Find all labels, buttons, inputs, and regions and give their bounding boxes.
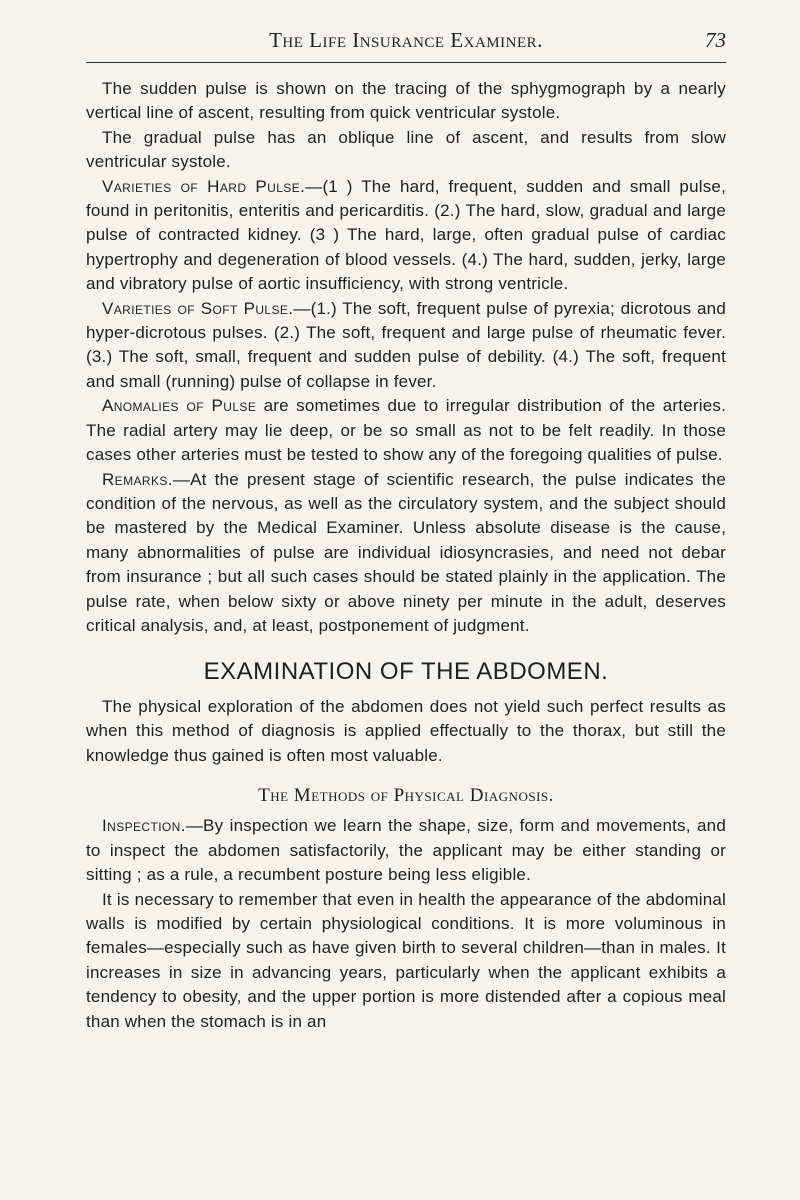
paragraph-inspection — [86, 814, 726, 887]
header-rule — [86, 62, 726, 63]
soft-pulse-heading: Varieties of Soft Pulse. — [102, 298, 294, 318]
soft-pulse-text: —(1.) The soft, frequent pulse of pyrexia; dicrotous and hyper-dicrotous pulses. (2.) The soft, frequent and large pulse of rheumatic fever. (3.) The soft, small, frequent and sudden pulse of debility. (4.) The soft, frequent and small (running) pulse of collapse in fever. — [86, 298, 726, 391]
page-header — [86, 20, 726, 60]
anomalies-heading: Anomalies of Pulse — [102, 396, 257, 416]
running-title: The Life Insurance Examiner. — [269, 28, 543, 52]
inspection-text: —By inspection we learn the shape, size, form and movements, and to inspect the abdomen satisfactorily, the applicant may be either standing or sitting ; as a rule, a recumbent posture being less eligible. — [86, 816, 726, 885]
paragraph-gradual-pulse: The gradual pulse has an oblique line of ascent, and results from slow ventricular systole. — [86, 127, 726, 172]
paragraph-remarks — [86, 468, 726, 639]
paragraph-soft-pulse — [86, 297, 726, 395]
hard-pulse-heading: Varieties of Hard Pulse. — [102, 176, 306, 196]
paragraph-abdomen-intro: The physical exploration of the abdomen does not yield such perfect results as when this method of diagnosis is applied effectually to the thorax, but still the knowledge thus gained is often most valuable. — [86, 696, 726, 765]
inspection-heading: Inspection. — [102, 816, 186, 836]
remarks-heading: Remarks. — [102, 469, 173, 489]
paragraph-physiological-conditions: It is necessary to remember that even in health the appearance of the abdominal walls is modified by certain physiological conditions. It is more voluminous in females—especially such as have given birth to several children—than in males. It increases in size in advancing years, particularly when the applicant exhibits a tendency to obesity, and the upper portion is more distended after a copious meal than when the stomach is in an — [86, 889, 726, 1031]
paragraph-hard-pulse — [86, 175, 726, 297]
paragraph-anomalies — [86, 394, 726, 467]
subsection-title: The Methods of Physical Diagnosis. — [258, 784, 554, 806]
page-content — [86, 77, 726, 1034]
paragraph-sudden-pulse: The sudden pulse is shown on the tracing of the sphygmograph by a nearly vertical line of ascent, resulting from quick ventricular systole. — [86, 79, 726, 123]
section-title: EXAMINATION OF THE ABDOMEN. — [203, 658, 609, 686]
remarks-text: —At the present stage of scientific research, the pulse indicates the condition of the nervous, as well as the circulatory system, and the subject should be mastered by the Medical Examiner. Unless absolute disease is the cause, many abnormalities of pulse are individual idiosyncrasies, and need not debar from insurance ; but all such cases should be stated plainly in the application. The pulse rate, when below sixty or above ninety per minute in the adult, deserves critical analysis, and, at least, postponement of judgment. — [86, 469, 726, 635]
hard-pulse-text: —(1 ) The hard, frequent, sudden and small pulse, found in peritonitis, enteritis and pericarditis. (2.) The hard, slow, gradual and large pulse of contracted kidney. (3 ) The hard, large, often gradual pulse of cardiac hypertrophy and degeneration of blood vessels. (4.) The hard, sudden, jerky, large and vibratory pulse of aortic insufficiency, with strong ventricle. — [86, 176, 726, 294]
anomalies-text: are sometimes due to irregular distribution of the arteries. The radial artery may lie deep, or be so small as not to be felt readily. In those cases other arteries must be tested to show any of the foregoing qualities of pulse. — [86, 396, 726, 465]
page-number: 73 — [705, 28, 726, 52]
